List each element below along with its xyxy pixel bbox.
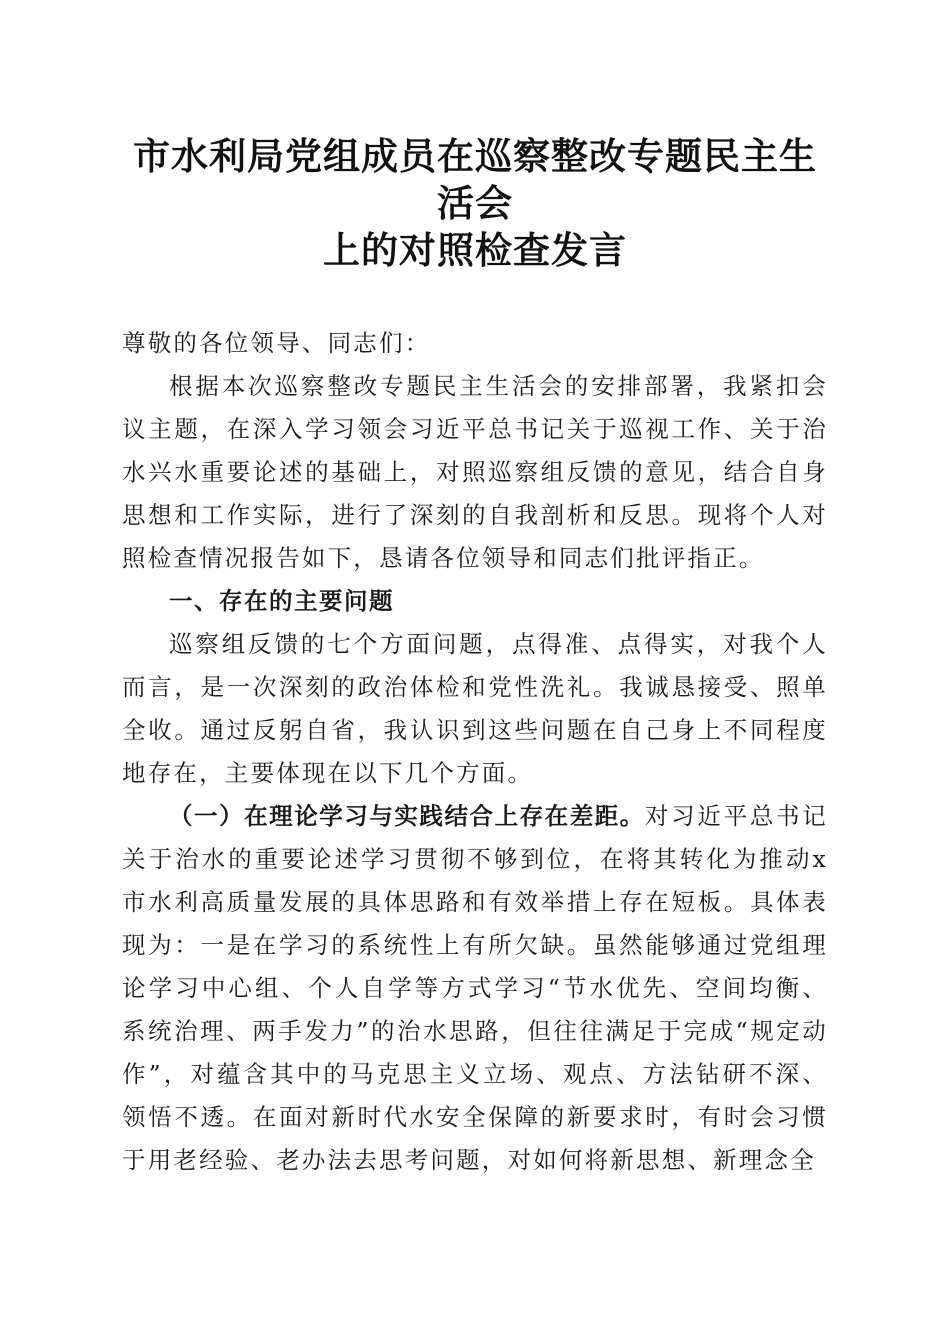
subsection-1-text: 对习近平总书记关于治水的重要论述学习贯彻不够到位，在将其转化为推动x市水利高质量发展的具体思路和有效举措上存在短板。具体表现为：一是在学习的系统性上有所欠缺。虽然能够通过党组理论学习中心组、个人自学等方式学习“节水优先、空间均衡、系统治理、两手发力”的治水思路，但往往满足于完成“规定动作”，对蕴含其中的马克思主义立场、观点、方法钻研不深、领悟不透。在面对新时代水安全保障的新要求时，有时会习惯于用老经验、老办法去思考问题，对如何将新思想、新理念全 xyxy=(122,802,829,1174)
intro-paragraph: 根据本次巡察整改专题民主生活会的安排部署，我紧扣会议主题，在深入学习领会习近平总书记关于巡视工作、关于治水兴水重要论述的基础上，对照巡察组反馈的意见，结合自身思想和工作实际，进行了深刻的自我剖析和反思。现将个人对照检查情况报告如下，恳请各位领导和同志们批评指正。 xyxy=(122,372,828,572)
subsection-1-paragraph xyxy=(122,795,828,1182)
title-line-1: 市水利局党组成员在巡察整改专题民主生活会 xyxy=(133,134,817,225)
subsection-heading-1: （一）在理论学习与实践结合上存在差距。 xyxy=(169,802,645,830)
title-line-2: 上的对照检查发言 xyxy=(323,228,627,272)
section-1-paragraph: 巡察组反馈的七个方面问题，点得准、点得实，对我个人而言，是一次深刻的政治体检和党性洗礼。我诚恳接受、照单全收。通过反躬自省，我认识到这些问题在自己身上不同程度地存在，主要体现在以下几个方面。 xyxy=(122,630,828,787)
section-heading-1: 一、存在的主要问题 xyxy=(169,587,394,615)
document-body xyxy=(122,322,828,1182)
salutation: 尊敬的各位领导、同志们： xyxy=(122,329,431,357)
document-title xyxy=(122,133,828,274)
